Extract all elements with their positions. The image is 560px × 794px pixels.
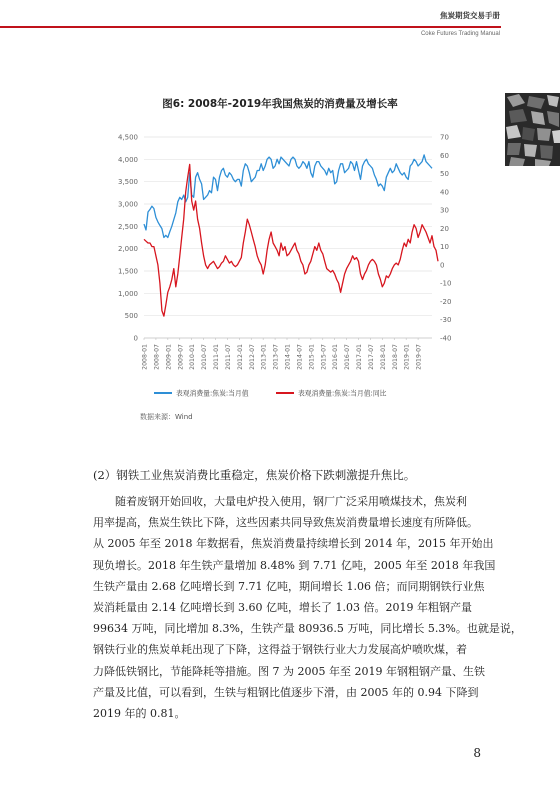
header-rule <box>0 26 501 28</box>
x-tick-label: 2009-01 <box>165 344 173 370</box>
x-tick-label: 2019-07 <box>415 344 423 370</box>
paragraph-line: 现负增长。2018 年生铁产量增加 8.48% 到 7.71 亿吨，2005 年至 2018 年我国 <box>93 558 496 572</box>
x-tick-label: 2013-07 <box>272 344 280 370</box>
x-tick-label: 2010-07 <box>201 344 209 370</box>
y-right-tick-label: 30 <box>440 206 449 215</box>
x-tick-label: 2017-07 <box>367 344 375 370</box>
y-right-tick-label: 10 <box>440 243 449 252</box>
x-tick-label: 2009-07 <box>177 344 185 370</box>
x-tick-label: 2017-01 <box>356 344 364 370</box>
y-right-tick-label: -10 <box>440 279 452 288</box>
x-tick-label: 2016-01 <box>332 344 340 370</box>
paragraph-line: 从 2005 年至 2018 年数据看，焦炭消费量持续增长到 2014 年，2015 年开始出 <box>93 537 494 551</box>
y-right-tick-label: -30 <box>440 316 452 325</box>
x-tick-label: 2008-01 <box>141 344 149 370</box>
y-right-tick-label: 20 <box>440 224 449 233</box>
x-tick-label: 2011-01 <box>213 344 221 370</box>
legend-label: 表观消费量:焦炭:当月值:同比 <box>298 389 387 398</box>
x-tick-label: 2012-01 <box>236 344 244 370</box>
x-tick-label: 2015-01 <box>308 344 316 370</box>
paragraph-line: 2019 年的 0.81。 <box>93 707 186 721</box>
x-tick-label: 2008-07 <box>153 344 161 370</box>
header-title: 焦炭期货交易手册 <box>440 11 500 20</box>
y-left-tick-label: 3,000 <box>117 200 138 209</box>
chart <box>100 120 480 410</box>
figure-title: 图6: 2008年-2019年我国焦炭的消费量及增长率 <box>162 98 398 110</box>
y-right-tick-label: 70 <box>440 133 449 142</box>
y-right-tick-label: -20 <box>440 297 452 306</box>
y-right-tick-label: -40 <box>440 334 452 343</box>
y-left-tick-label: 3,500 <box>117 178 138 187</box>
paragraph-line: 用率提高，焦炭生铁比下降，这些因素共同导致焦炭消费量增长速度有所降低。 <box>93 516 478 530</box>
paragraph-line: 力降低铁钢比，节能降耗等措施。图 7 为 2005 年至 2019 年钢粗钢产量、生铁 <box>93 664 485 678</box>
legend-label: 表观消费量:焦炭:当月值 <box>176 389 249 398</box>
page-number: 8 <box>473 746 481 760</box>
y-right-tick-label: 50 <box>440 170 449 179</box>
chart-svg <box>100 120 480 410</box>
x-tick-label: 2018-07 <box>391 344 399 370</box>
paragraph-line: 钢铁行业的焦炭单耗出现了下降，这得益于钢铁行业大力发展高炉喷吹煤，着 <box>93 643 467 657</box>
x-tick-label: 2018-01 <box>379 344 387 370</box>
y-left-tick-label: 1,000 <box>117 289 138 298</box>
section-heading: (2）钢铁工业焦炭消费比重稳定，焦炭价格下跌刺激提升焦比。 <box>93 468 416 482</box>
x-tick-label: 2014-07 <box>296 344 304 370</box>
paragraph-line: 炭消耗量由 2.14 亿吨增长到 3.60 亿吨，增长了 1.03 倍。2019 年粗钢产量 <box>93 601 472 615</box>
paragraph-line: 生铁产量由 2.68 亿吨增长到 7.71 亿吨，期间增长 1.06 倍；而同期钢铁行业焦 <box>93 579 485 593</box>
x-tick-label: 2013-01 <box>260 344 268 370</box>
y-left-tick-label: 2,500 <box>117 222 138 231</box>
y-right-tick-label: 40 <box>440 188 449 197</box>
x-tick-label: 2016-07 <box>344 344 352 370</box>
y-left-tick-label: 1,500 <box>117 267 138 276</box>
y-right-tick-label: 60 <box>440 151 449 160</box>
x-tick-label: 2015-07 <box>320 344 328 370</box>
paragraph-line: 99634 万吨，同比增加 8.3%，生铁产量 80936.5 万吨，同比增长 5.3%。也就是说， <box>93 622 522 636</box>
paragraph-line: 随着废钢开始回收，大量电炉投入使用，钢厂广泛采用喷煤技术，焦炭利 <box>115 495 467 508</box>
x-tick-label: 2019-01 <box>403 344 411 370</box>
y-left-tick-label: 500 <box>124 312 138 321</box>
paragraph-line: 产量及比值，可以看到，生铁与粗钢比值逐步下滑，由 2005 年的 0.94 下降到 <box>93 685 479 699</box>
y-left-tick-label: 0 <box>133 334 138 343</box>
header-subtitle: Coke Futures Trading Manual <box>420 31 500 37</box>
series-line-consumption <box>144 155 432 238</box>
x-tick-label: 2014-01 <box>284 344 292 370</box>
y-left-tick-label: 4,500 <box>117 133 138 142</box>
section-paragraph <box>93 491 522 724</box>
y-left-tick-label: 4,000 <box>117 155 138 164</box>
x-tick-label: 2011-07 <box>224 344 232 370</box>
y-left-tick-label: 2,000 <box>117 245 138 254</box>
figure-source: 数据来源：Wind <box>140 413 193 421</box>
x-tick-label: 2010-01 <box>189 344 197 370</box>
y-right-tick-label: 0 <box>440 261 445 270</box>
x-tick-label: 2012-07 <box>248 344 256 370</box>
